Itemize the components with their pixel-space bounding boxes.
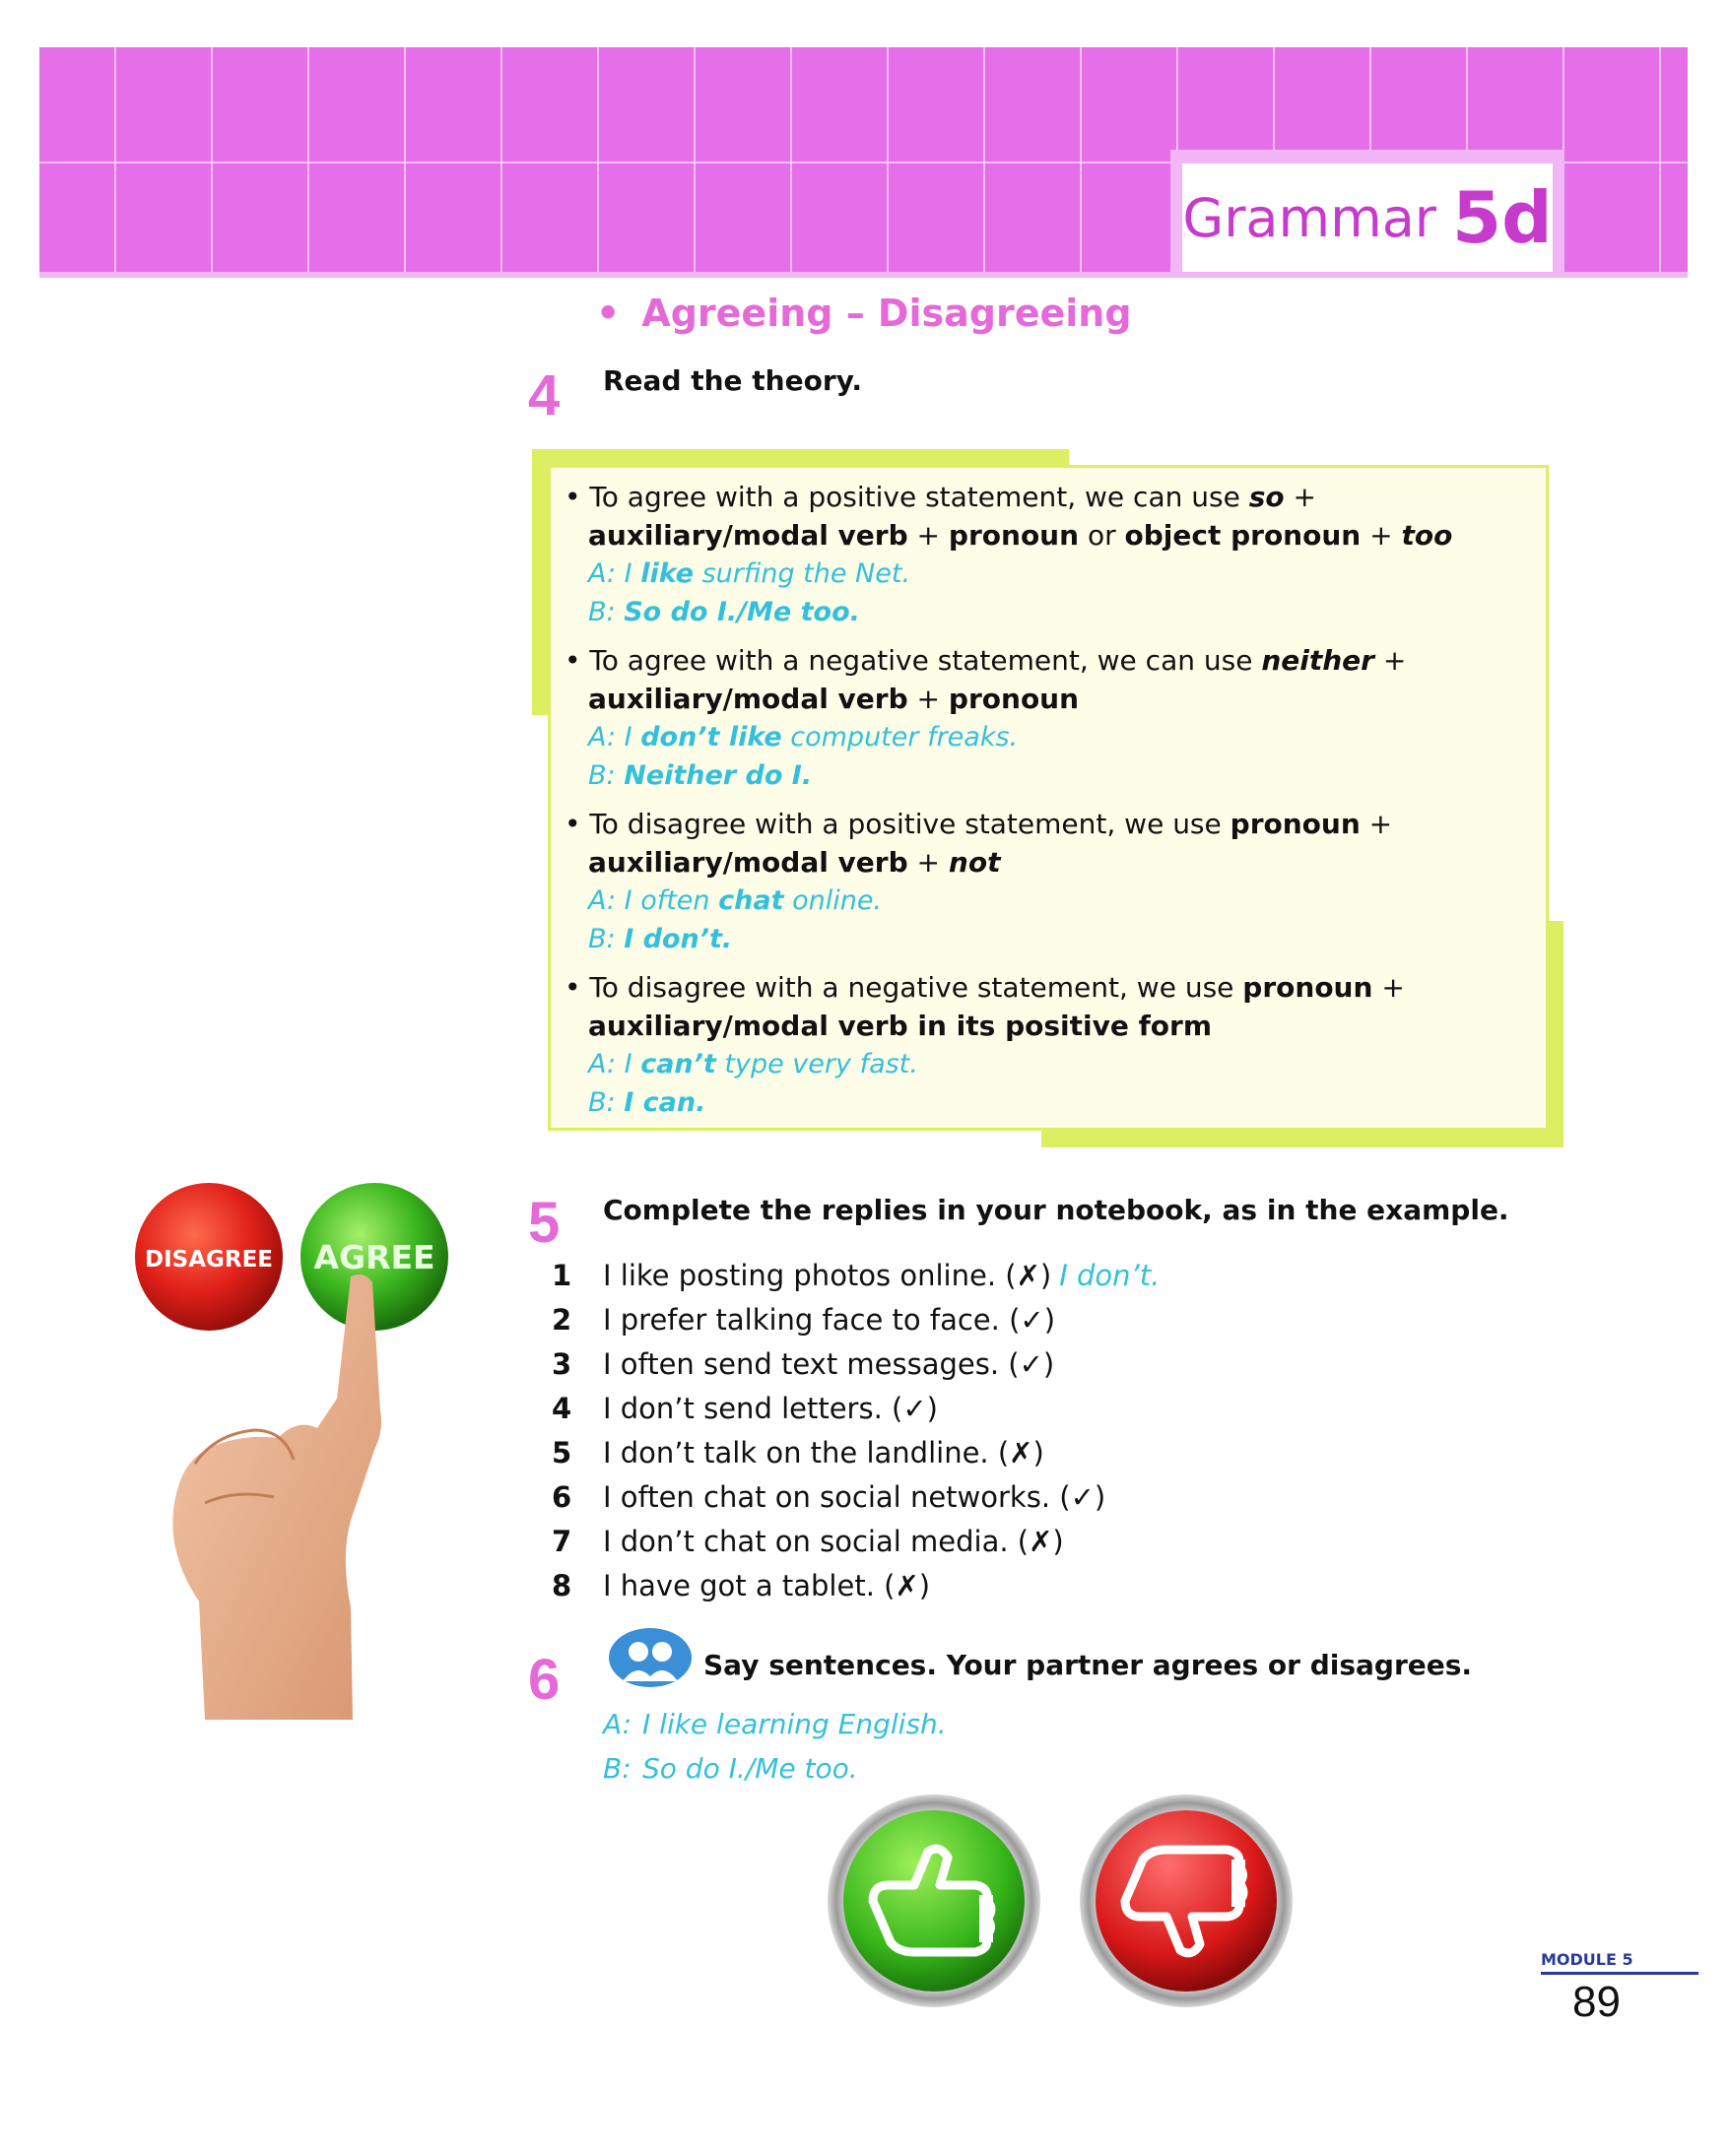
header-title-unit: 5d [1452,176,1553,259]
bullet-icon: • [596,292,621,335]
header-title-tab [1170,150,1564,272]
exercise-4-number: 4 [528,363,561,427]
hand-icon [172,1274,381,1720]
theory-rule [565,478,1516,631]
example-b: B: Neither do I. [588,760,813,791]
exercise-5-number: 5 [528,1191,561,1255]
rule-text: • To disagree with a positive statement, we use pronoun + auxiliary/modal verb + not [565,808,1393,879]
exercise-5-instruction: Complete the replies in your notebook, as in the example. [603,1194,1509,1226]
theory-rule [565,641,1516,795]
list-item: 5 I don’t talk on the landline. (✗) [552,1435,1044,1470]
list-item: 6 I often chat on social networks. (✓) [552,1479,1106,1514]
page-number: 89 [1572,1978,1621,2026]
module-divider [1541,1972,1698,1975]
example-b: B: So do I./Me too. [588,597,860,627]
theory-rule [565,968,1516,1122]
section-heading [596,292,1132,335]
list-item: 3 I often send text messages. (✓) [552,1346,1055,1381]
list-item: 2 I prefer talking face to face. (✓) [552,1302,1056,1337]
agree-disagree-buttons-photo [126,1168,461,1720]
exercise-6-number: 6 [528,1648,561,1712]
exercise-5-list [552,1253,1160,1607]
rule-text: • To disagree with a negative statement, we use pronoun + auxiliary/modal verb in its positive form [565,971,1405,1042]
example-answer: I don’t. [1059,1258,1161,1292]
disagree-label: DISAGREE [144,1247,274,1273]
list-item: 4 I don’t send letters. (✓) [552,1391,938,1425]
dialog-line: A: I like learning English. [603,1708,947,1740]
example-a: A: I often chat online. [588,885,883,916]
agree-label: AGREE [313,1238,435,1276]
example-b: B: I don’t. [588,924,733,954]
theory-rule [565,805,1516,958]
example-a: A: I can’t type very fast. [588,1049,918,1079]
example-b: B: I can. [588,1087,706,1118]
example-a: A: I don’t like computer freaks. [588,722,1019,752]
list-item: 7 I don’t chat on social media. (✗) [552,1524,1064,1558]
module-label: MODULE 5 [1541,1950,1633,1969]
rule-text: • To agree with a positive statement, we can use so + auxiliary/modal verb + pronoun or object pronoun + too [565,481,1453,552]
thumbs-up-icon [826,1793,1042,2009]
dialog-line: B: So do I./Me too. [603,1752,858,1785]
thumbs-down-icon [1078,1793,1295,2009]
pair-work-icon [607,1626,694,1689]
exercise-4-instruction: Read the theory. [603,364,862,397]
theory-box [548,465,1549,1131]
list-item: 8 I have got a tablet. (✗) [552,1568,931,1602]
section-title: Agreeing – Disagreeing [641,292,1132,335]
exercise-6-instruction: Say sentences. Your partner agrees or disagrees. [703,1649,1473,1681]
rule-text: • To agree with a negative statement, we can use neither + auxiliary/modal verb + pronoun [565,644,1407,715]
exercise-6-dialog [603,1702,947,1791]
header-title-word: Grammar [1182,186,1436,249]
list-item: 1 I like posting photos online. (✗) I don’t. [552,1258,1161,1292]
example-a: A: I like surfing the Net. [588,558,911,589]
